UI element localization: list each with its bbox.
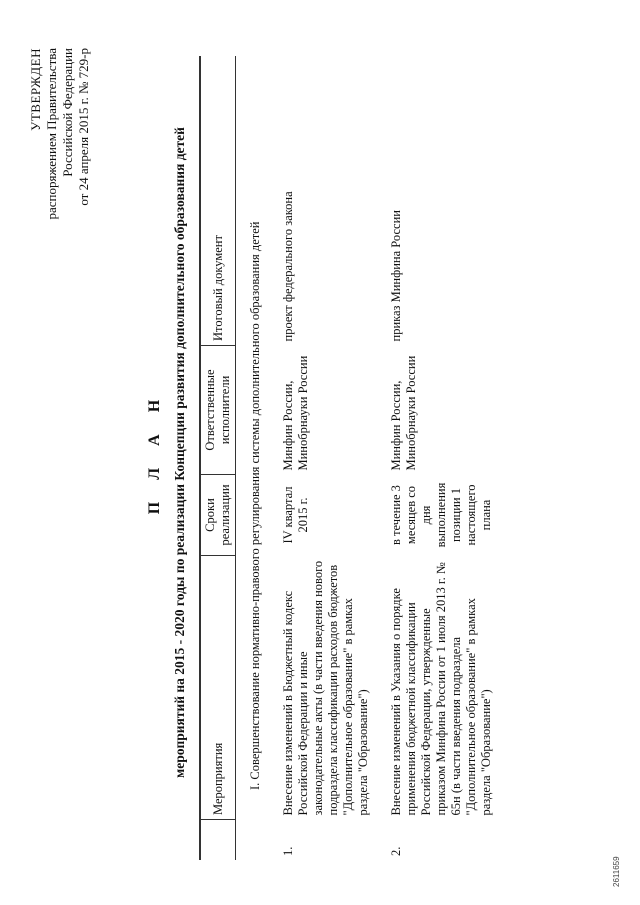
row-term: IV квартал 2015 г. [281,486,310,544]
row-responsible: Минфин России, Минобрнауки России [389,355,418,471]
header-responsible: Ответственные исполнители [200,346,236,475]
row-responsible: Минфин России, Минобрнауки России [281,355,310,471]
plan-title: П Л А Н [146,390,163,515]
document-number: 2611659 [612,856,621,887]
section-title: I. Совершенствование нормативно-правового регулирования системы дополнительного образования детей [248,221,262,790]
row-document: приказ Минфина России [389,210,403,342]
header-events: Мероприятия [200,556,236,820]
approval-heading: УТВЕРЖДЕН [28,48,43,131]
row-term: в течение 3 месяцев со дня выполнения позиции 1 настоящего плана [389,482,493,548]
table-row [273,56,381,860]
approval-line: Российской Федерации [60,48,75,177]
header-number [200,820,236,861]
approval-line: распоряжением Правительства [44,48,59,220]
row-number: 1. [281,846,295,856]
row-event: Внесение изменений в Указания о порядке применения бюджетной классификации Российской Федерации, утвержденные приказом Минфина России от 1 июля 2013 г. № 65н (в части введения подраздела "Дополнительное образование" в рамках раздела "Образование") [389,562,493,816]
section-row [236,56,274,860]
table-row [381,56,504,860]
header-document: Итоговый документ [200,56,236,346]
row-document: проект федерального закона [281,191,295,342]
row-event: Внесение изменений в Бюджетный кодекс Российской Федерации и иные законодательные акты (в части введения нового подраздела классификации расходов бюджетов "Дополнительное образование" в рамках раздела "Образование") [281,560,370,816]
plan-table [199,56,504,860]
approval-date: от 24 апреля 2015 г. № 729-р [76,48,91,206]
row-number: 2. [389,846,403,856]
header-term: Сроки реализации [200,475,236,556]
table-header-row [200,56,236,860]
approval-stamp [28,48,92,220]
plan-subtitle: мероприятий на 2015 - 2020 годы по реализации Концепции развития дополнительного образования детей [172,127,187,778]
